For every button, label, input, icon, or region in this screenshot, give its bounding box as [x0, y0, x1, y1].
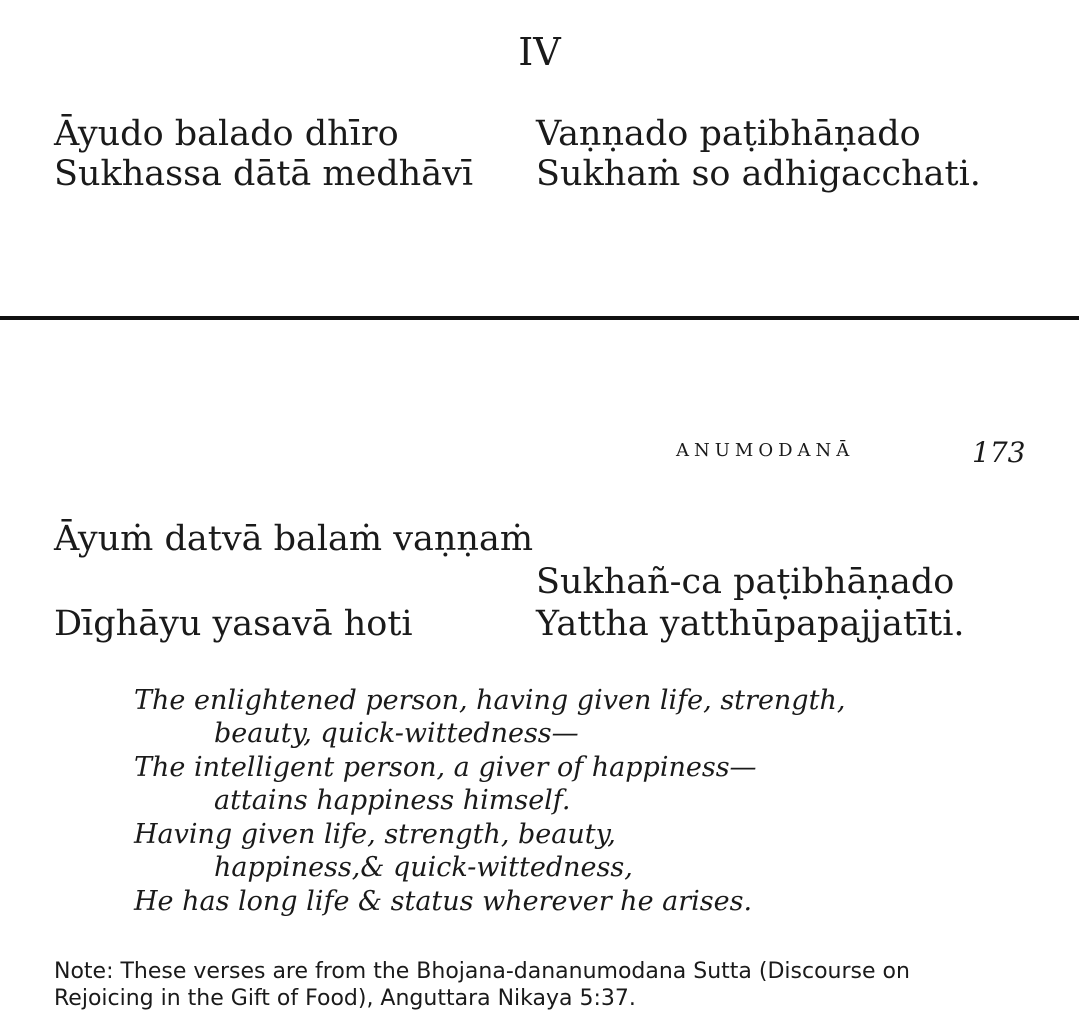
verse-left-line-1: Āyudo balado dhīro: [54, 114, 399, 154]
translation-line-7: He has long life & status wherever he arises.: [134, 886, 753, 917]
verse-right-line-2: Sukhaṁ so adhigacchati.: [536, 154, 981, 194]
translation-line-4: attains happiness himself.: [214, 785, 571, 816]
footnote-line-1: Note: These verses are from the Bhojana-dananumodana Sutta (Discourse on: [54, 959, 910, 984]
footnote-line-2: Rejoicing in the Gift of Food), Anguttara Nikaya 5:37.: [54, 986, 636, 1011]
pali-verse-line-3-left: Dīghāyu yasavā hoti: [54, 604, 413, 644]
pali-verse-line-2: Sukhañ-ca paṭibhāṇado: [536, 562, 955, 602]
translation-line-3: The intelligent person, a giver of happiness—: [134, 752, 757, 783]
pali-verse-line-3-right: Yattha yatthūpapajjatīti.: [536, 604, 965, 644]
translation-line-2: beauty, quick-wittedness—: [214, 718, 579, 749]
page-divider: [0, 316, 1079, 320]
running-head: ANUMODANĀ: [676, 440, 855, 461]
translation-line-5: Having given life, strength, beauty,: [134, 819, 616, 850]
translation-line-6: happiness,& quick-wittedness,: [214, 852, 633, 883]
page-number: 173: [972, 436, 1026, 469]
verse-right-line-1: Vaṇṇado paṭibhāṇado: [536, 114, 921, 154]
footnote: [54, 958, 910, 1012]
pali-verse-line-1: Āyuṁ datvā balaṁ vaṇṇaṁ: [54, 519, 534, 559]
section-number: IV: [518, 30, 561, 74]
verse-left-line-2: Sukhassa dātā medhāvī: [54, 154, 474, 194]
translation-line-1: The enlightened person, having given life, strength,: [134, 685, 846, 716]
